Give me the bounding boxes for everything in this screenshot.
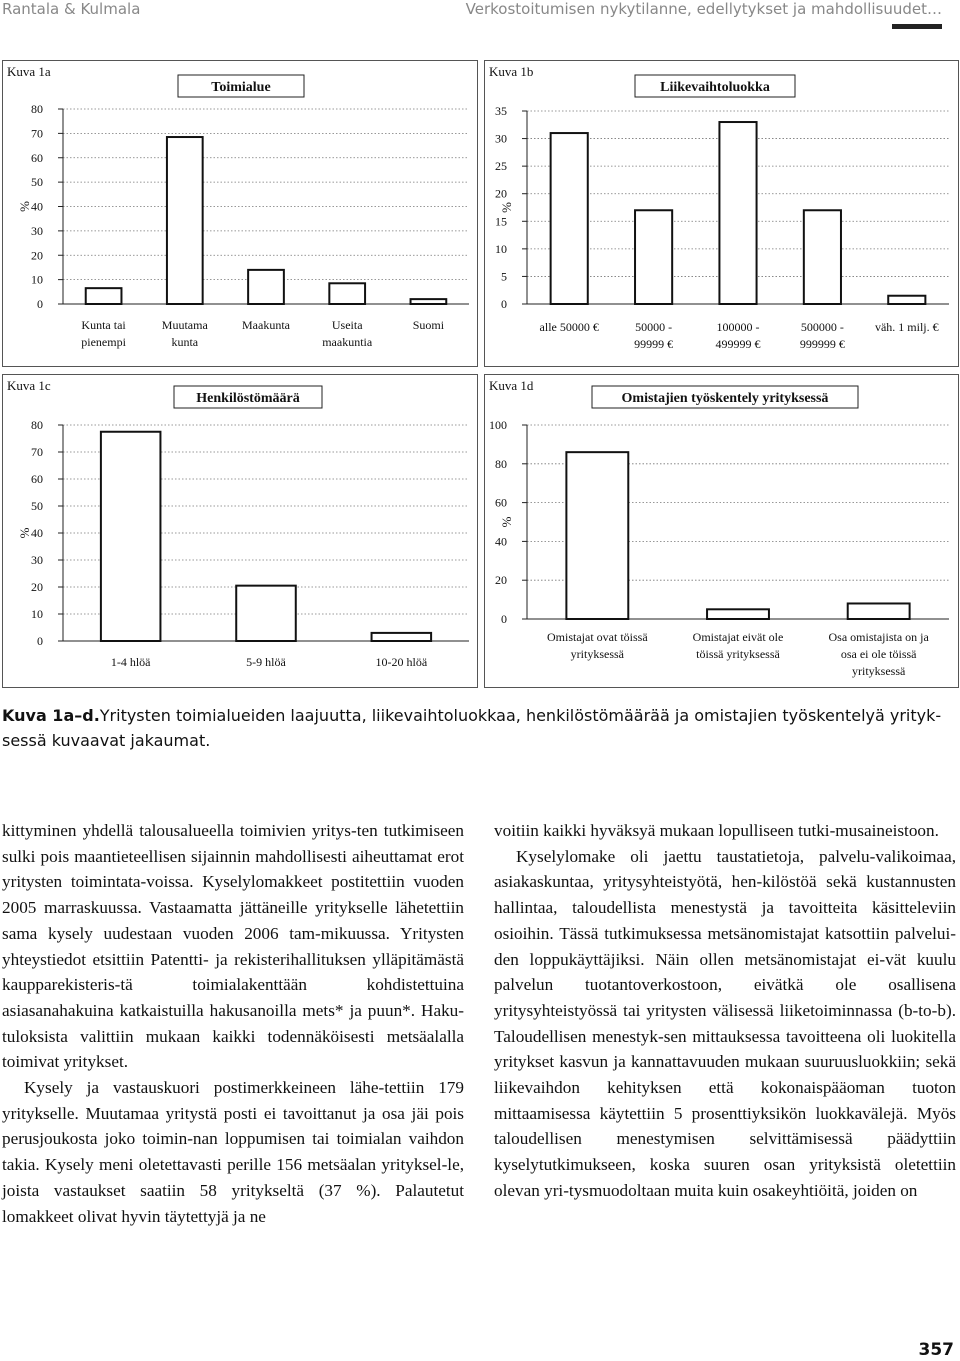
x-tick-label: Omistajat ovat töissä bbox=[547, 630, 648, 644]
running-head bbox=[0, 0, 960, 24]
y-tick-label: 10 bbox=[31, 272, 43, 287]
x-tick-label: alle 50000 € bbox=[539, 320, 599, 334]
panel-label: Kuva 1b bbox=[489, 64, 534, 79]
chart-1a bbox=[3, 61, 477, 366]
y-tick-label: 30 bbox=[495, 131, 507, 146]
y-tick-label: 40 bbox=[495, 534, 507, 549]
x-tick-label: Osa omistajista on ja bbox=[828, 630, 929, 644]
y-tick-label: 10 bbox=[31, 607, 43, 621]
x-tick-label: 10-20 hlöä bbox=[375, 655, 428, 669]
y-tick-label: 20 bbox=[31, 248, 43, 263]
x-tick-label: 499999 € bbox=[715, 337, 761, 351]
y-tick-label: 0 bbox=[501, 297, 507, 311]
x-tick-label: Omistajat eivät ole bbox=[692, 630, 784, 644]
y-tick-label: 10 bbox=[495, 241, 507, 256]
chart-1c bbox=[3, 375, 477, 687]
y-tick-label: 15 bbox=[495, 214, 507, 229]
bar bbox=[372, 633, 432, 641]
bar bbox=[804, 210, 841, 304]
figure-caption bbox=[2, 703, 952, 753]
page-number: 357 bbox=[918, 1340, 954, 1360]
x-tick-label: 50000 - bbox=[635, 320, 673, 334]
y-tick-label: 20 bbox=[495, 573, 507, 588]
y-tick-label: 80 bbox=[31, 102, 43, 116]
x-tick-label: Muutama bbox=[161, 318, 208, 332]
figure-caption-text: Yritysten toimialueiden laajuutta, liikevaihtoluokkaa, henkilöstömäärää ja omistajien työskentelyä yrityk-sessä kuvaavat jakaumat. bbox=[2, 706, 942, 750]
x-tick-label: 99999 € bbox=[634, 337, 674, 351]
bar bbox=[236, 586, 296, 641]
bar bbox=[719, 122, 756, 304]
y-tick-label: 40 bbox=[31, 526, 43, 540]
bar bbox=[635, 210, 672, 304]
figure-panel-1c bbox=[2, 374, 478, 688]
figure-panel-1d bbox=[484, 374, 959, 688]
x-tick-label: yrityksessä bbox=[570, 647, 624, 661]
bar bbox=[707, 609, 769, 619]
figure-panel-1a bbox=[2, 60, 478, 367]
y-axis-label: % bbox=[17, 201, 32, 212]
bar bbox=[248, 270, 284, 304]
body-column-left bbox=[2, 818, 464, 1229]
y-axis-label: % bbox=[17, 527, 32, 539]
y-tick-label: 50 bbox=[31, 499, 43, 513]
bar bbox=[411, 299, 447, 304]
chart-title: Henkilöstömäärä bbox=[196, 391, 300, 406]
x-tick-label: 999999 € bbox=[799, 337, 845, 351]
y-tick-label: 40 bbox=[31, 199, 43, 214]
bar bbox=[329, 283, 365, 304]
chart-title: Toimialue bbox=[211, 80, 271, 95]
chart-1d bbox=[485, 375, 958, 687]
y-tick-label: 30 bbox=[31, 223, 43, 238]
bar bbox=[86, 288, 122, 304]
y-tick-label: 25 bbox=[495, 159, 507, 174]
x-tick-label: pienempi bbox=[81, 335, 126, 349]
x-tick-label: Suomi bbox=[412, 318, 445, 332]
body-paragraph: kittyminen yhdellä talousalueella toimivien yritys-ten tutkimiseen sulki pois maantieteellisen sijainnin mahdollisesti aiheuttamat erot yritysten toimintata-voissa. Kyselylomakkeet postitettiin vuoden 2005 marraskuussa. Vastaamatta jättäneille yritykselle lähetettiin sama kysely uudestaan vuoden 2006 tam-mikuussa. Yritysten yhteystiedot etsittiin Patentti- ja rekisterihallituksen ylläpitämästä kaupparekisteris-tä toimialakenttään kohdistettuina asiasanahakuina katkaistuilla hakusanoilla mets* ja puun*. Haku-tuloksista valittiin mukaan kaikki todennäköisesti metsäalalla toimivat yritykset. bbox=[2, 821, 464, 1072]
running-head-title: Verkostoitumisen nykytilanne, edellytykset ja mahdollisuudet… bbox=[465, 0, 942, 18]
x-tick-label: 1-4 hlöä bbox=[110, 655, 151, 669]
figure-caption-label: Kuva 1a–d. bbox=[2, 706, 100, 725]
y-axis-label: % bbox=[499, 202, 514, 213]
y-tick-label: 70 bbox=[31, 126, 43, 141]
y-tick-label: 50 bbox=[31, 175, 43, 190]
body-paragraph: Kysely ja vastauskuori postimerkkeineen lähe-tettiin 179 yritykselle. Muutamaa yritystä posti ei tavoittanut ja osa jäi pois perusjoukosta joko toimin-nan loppumisen tai toimialan vaihdon takia. Kysely meni oletettavasti perille 156 metsäalan yrityksel-le, joista vastaukset saatiin 58 yritykseltä (37 %). Palautetut lomakkeet olivat hyvin täytettyjä ja ne bbox=[2, 1078, 464, 1226]
y-tick-label: 0 bbox=[501, 612, 507, 626]
y-axis-label: % bbox=[499, 516, 514, 528]
x-tick-label: Useita bbox=[331, 318, 363, 332]
figure-panel-1b bbox=[484, 60, 959, 367]
y-tick-label: 60 bbox=[31, 150, 43, 165]
y-tick-label: 35 bbox=[495, 104, 507, 118]
bar bbox=[551, 133, 588, 304]
y-tick-label: 60 bbox=[31, 472, 43, 486]
y-tick-label: 20 bbox=[495, 186, 507, 201]
body-column-right bbox=[494, 818, 956, 1204]
bar bbox=[167, 137, 203, 304]
panel-label: Kuva 1c bbox=[7, 378, 51, 393]
x-tick-label: 500000 - bbox=[800, 320, 844, 334]
x-tick-label: osa ei ole töissä bbox=[840, 647, 917, 661]
x-tick-label: 100000 - bbox=[716, 320, 760, 334]
x-tick-label: kunta bbox=[171, 335, 199, 349]
bar bbox=[101, 432, 161, 641]
x-tick-label: yrityksessä bbox=[852, 664, 906, 678]
y-tick-label: 5 bbox=[501, 269, 507, 284]
panel-label: Kuva 1d bbox=[489, 378, 534, 393]
x-tick-label: väh. 1 milj. € bbox=[874, 320, 939, 334]
bar bbox=[888, 296, 925, 304]
running-head-authors: Rantala & Kulmala bbox=[2, 0, 141, 18]
chart-title: Liikevaihtoluokka bbox=[660, 80, 770, 95]
y-tick-label: 0 bbox=[37, 634, 43, 648]
bar bbox=[848, 603, 910, 619]
x-tick-label: Kunta tai bbox=[81, 318, 126, 332]
x-tick-label: maakuntia bbox=[322, 335, 373, 349]
y-tick-label: 100 bbox=[489, 418, 507, 432]
body-paragraph: voitiin kaikki hyväksyä mukaan lopulliseen tutki-musaineistoon. bbox=[494, 821, 939, 840]
y-tick-label: 30 bbox=[31, 553, 43, 567]
panel-label: Kuva 1a bbox=[7, 64, 51, 79]
y-tick-label: 70 bbox=[31, 445, 43, 459]
y-tick-label: 80 bbox=[31, 418, 43, 432]
y-tick-label: 80 bbox=[495, 456, 507, 471]
y-tick-label: 20 bbox=[31, 580, 43, 594]
y-tick-label: 0 bbox=[37, 297, 43, 311]
chart-title: Omistajien työskentely yrityksessä bbox=[621, 391, 829, 406]
x-tick-label: 5-9 hlöä bbox=[246, 655, 286, 669]
bar bbox=[566, 452, 628, 619]
chart-1b bbox=[485, 61, 958, 366]
y-tick-label: 60 bbox=[495, 495, 507, 510]
body-paragraph: Kyselylomake oli jaettu taustatietoja, palvelu-valikoimaa, asiakaskuntaa, yritysyhteistyötä, hen-kilöstöä sekä kustannusten hallintaa, taloudellista menestystä ja tavoitteita käsitteleviin osioihin. Tässä tutkimuksessa metsänomistajat katsottiin palvelui-den loppukäyttäjiksi. Näin ollen metsänomistajat ei-vät kuulu palvelun tuotantoverkostoon, eivätkä ole osallisena yritysyhteistyössä tai yritysten välisessä liiketoiminnassa (b-to-b). Taloudellisen menestyk-sen mittauksessa tavoitteena oli luokitella yritykset kasvun ja kannattavuuden mukaan suuruusluokkiin; sekä liikevaihdon kehityksen että kokonaispääoman tuoton mittaamisessa käytettiin 5 prosenttiyksikön luokkavälejä. Myös taloudellisen menestymisen selvittämisessä päädyttiin kyselytutkimukseen, koska suuren osan yrityksistä oletettiin olevan yri-tysmuodoltaan muita kuin osakeyhtiöitä, joiden on bbox=[494, 846, 956, 1200]
running-head-rule bbox=[892, 24, 942, 29]
x-tick-label: töissä yrityksessä bbox=[696, 647, 780, 661]
x-tick-label: Maakunta bbox=[242, 318, 290, 332]
